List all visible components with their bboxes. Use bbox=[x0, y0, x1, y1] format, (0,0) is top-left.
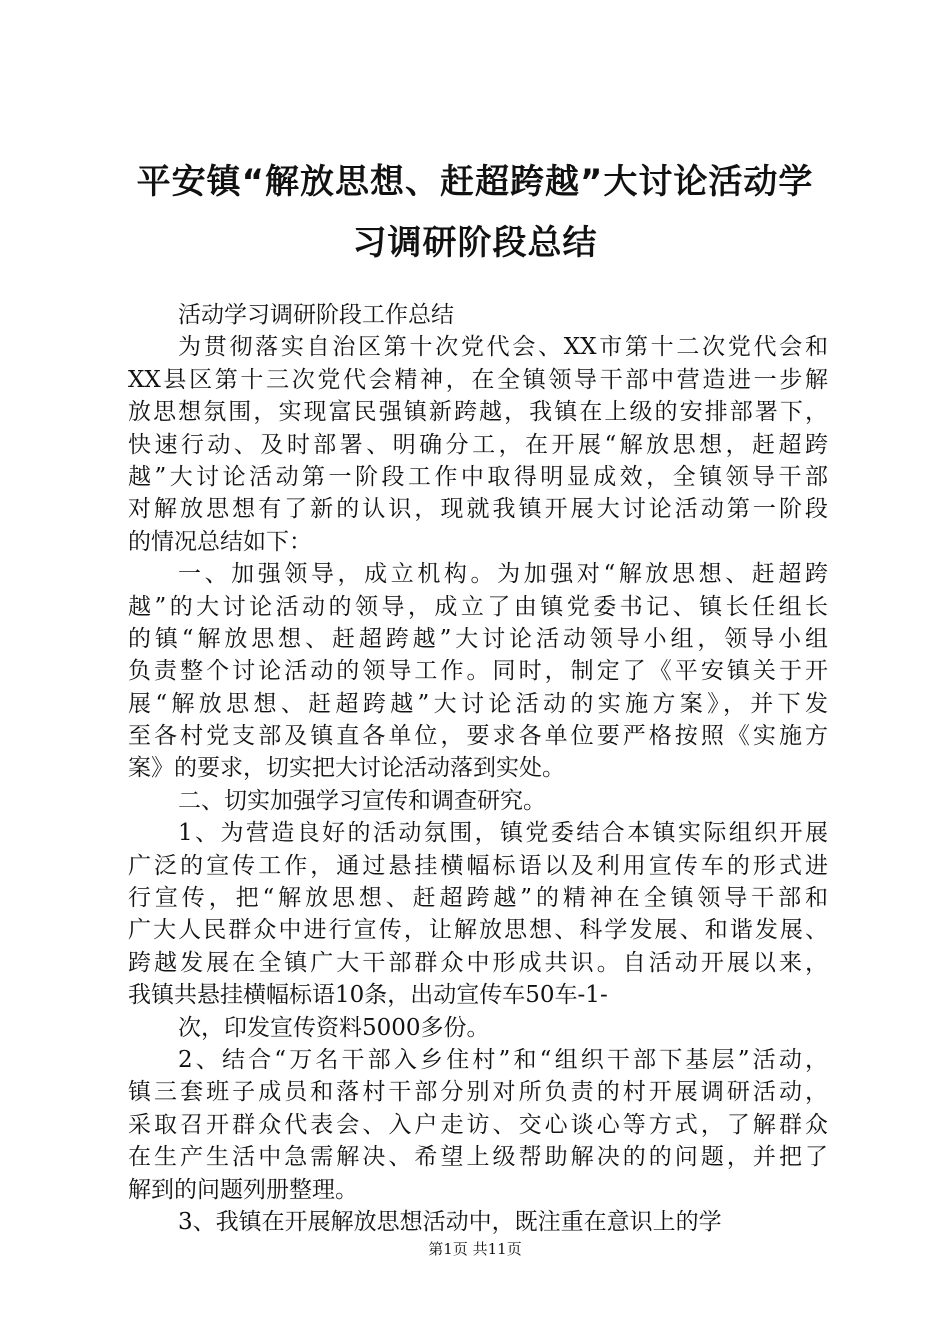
body-line: 案》的要求，切实把大讨论活动落到实处。 bbox=[128, 755, 565, 782]
body-line: 二、切实加强学习宣传和调查研究。 bbox=[178, 787, 546, 814]
body-line: 2、结合“万名干部入乡住村”和“组织干部下基层”活动， bbox=[178, 1046, 828, 1073]
body-line: 1、为营造良好的活动氛围，镇党委结合本镇实际组织开展 bbox=[178, 820, 828, 847]
document-body bbox=[128, 299, 828, 1238]
body-line: 广大人民群众中进行宣传，让解放思想、科学发展、和谐发展、 bbox=[128, 917, 828, 944]
body-line: 负责整个讨论活动的领导工作。同时，制定了《平安镇关于开 bbox=[128, 658, 828, 685]
body-line: 至各村党支部及镇直各单位，要求各单位要严格按照《实施方 bbox=[128, 723, 828, 750]
body-line: 越”大讨论活动第一阶段工作中取得明显成效，全镇领导干部 bbox=[128, 463, 828, 490]
body-line: 镇三套班子成员和落村干部分别对所负责的村开展调研活动， bbox=[128, 1079, 828, 1106]
body-line: 的镇“解放思想、赶超跨越”大讨论活动领导小组，领导小组 bbox=[128, 625, 828, 652]
body-line: 为贯彻落实自治区第十次党代会、XX市第十二次党代会和 bbox=[178, 334, 828, 361]
body-line: 活动学习调研阶段工作总结 bbox=[178, 302, 454, 328]
body-line: 快速行动、及时部署、明确分工，在开展“解放思想，赶超跨 bbox=[128, 431, 828, 458]
body-line: 在生产生活中急需解决、希望上级帮助解决的的问题，并把了 bbox=[128, 1144, 828, 1171]
body-line: 次，印发宣传资料5000多份。 bbox=[178, 1014, 490, 1041]
body-line: XX县区第十三次党代会精神，在全镇领导干部中营造进一步解 bbox=[128, 366, 828, 393]
body-line: 解到的问题列册整理。 bbox=[128, 1176, 358, 1203]
document-title-line-2: 习调研阶段总结 bbox=[352, 223, 598, 263]
body-line: 3、我镇在开展解放思想活动中，既注重在意识上的学 bbox=[178, 1208, 722, 1235]
body-line: 一、加强领导，成立机构。为加强对“解放思想、赶超跨 bbox=[178, 561, 828, 588]
body-line: 展“解放思想、赶超跨越”大讨论活动的实施方案》，并下发 bbox=[128, 690, 828, 717]
body-line: 越”的大讨论活动的领导，成立了由镇党委书记、镇长任组长 bbox=[128, 593, 828, 620]
document-title-line-1: 平安镇“解放思想、赶超跨越”大讨论活动学 bbox=[136, 162, 814, 202]
body-line: 我镇共悬挂横幅标语10条，出动宣传车50车-1- bbox=[128, 982, 608, 1009]
body-line: 放思想氛围，实现富民强镇新跨越，我镇在上级的安排部署下， bbox=[128, 399, 828, 426]
body-line: 采取召开群众代表会、入户走访、交心谈心等方式，了解群众 bbox=[128, 1111, 828, 1138]
body-line: 行宣传，把“解放思想、赶超跨越”的精神在全镇领导干部和 bbox=[128, 885, 828, 912]
body-line: 对解放思想有了新的认识，现就我镇开展大讨论活动第一阶段 bbox=[128, 496, 828, 523]
body-line: 广泛的宣传工作，通过悬挂横幅标语以及利用宣传车的形式进 bbox=[128, 852, 828, 879]
page-footer: 第1页 共11页 bbox=[428, 1240, 522, 1258]
body-line: 跨越发展在全镇广大干部群众中形成共识。自活动开展以来， bbox=[128, 949, 828, 976]
body-line: 的情况总结如下： bbox=[128, 528, 312, 555]
